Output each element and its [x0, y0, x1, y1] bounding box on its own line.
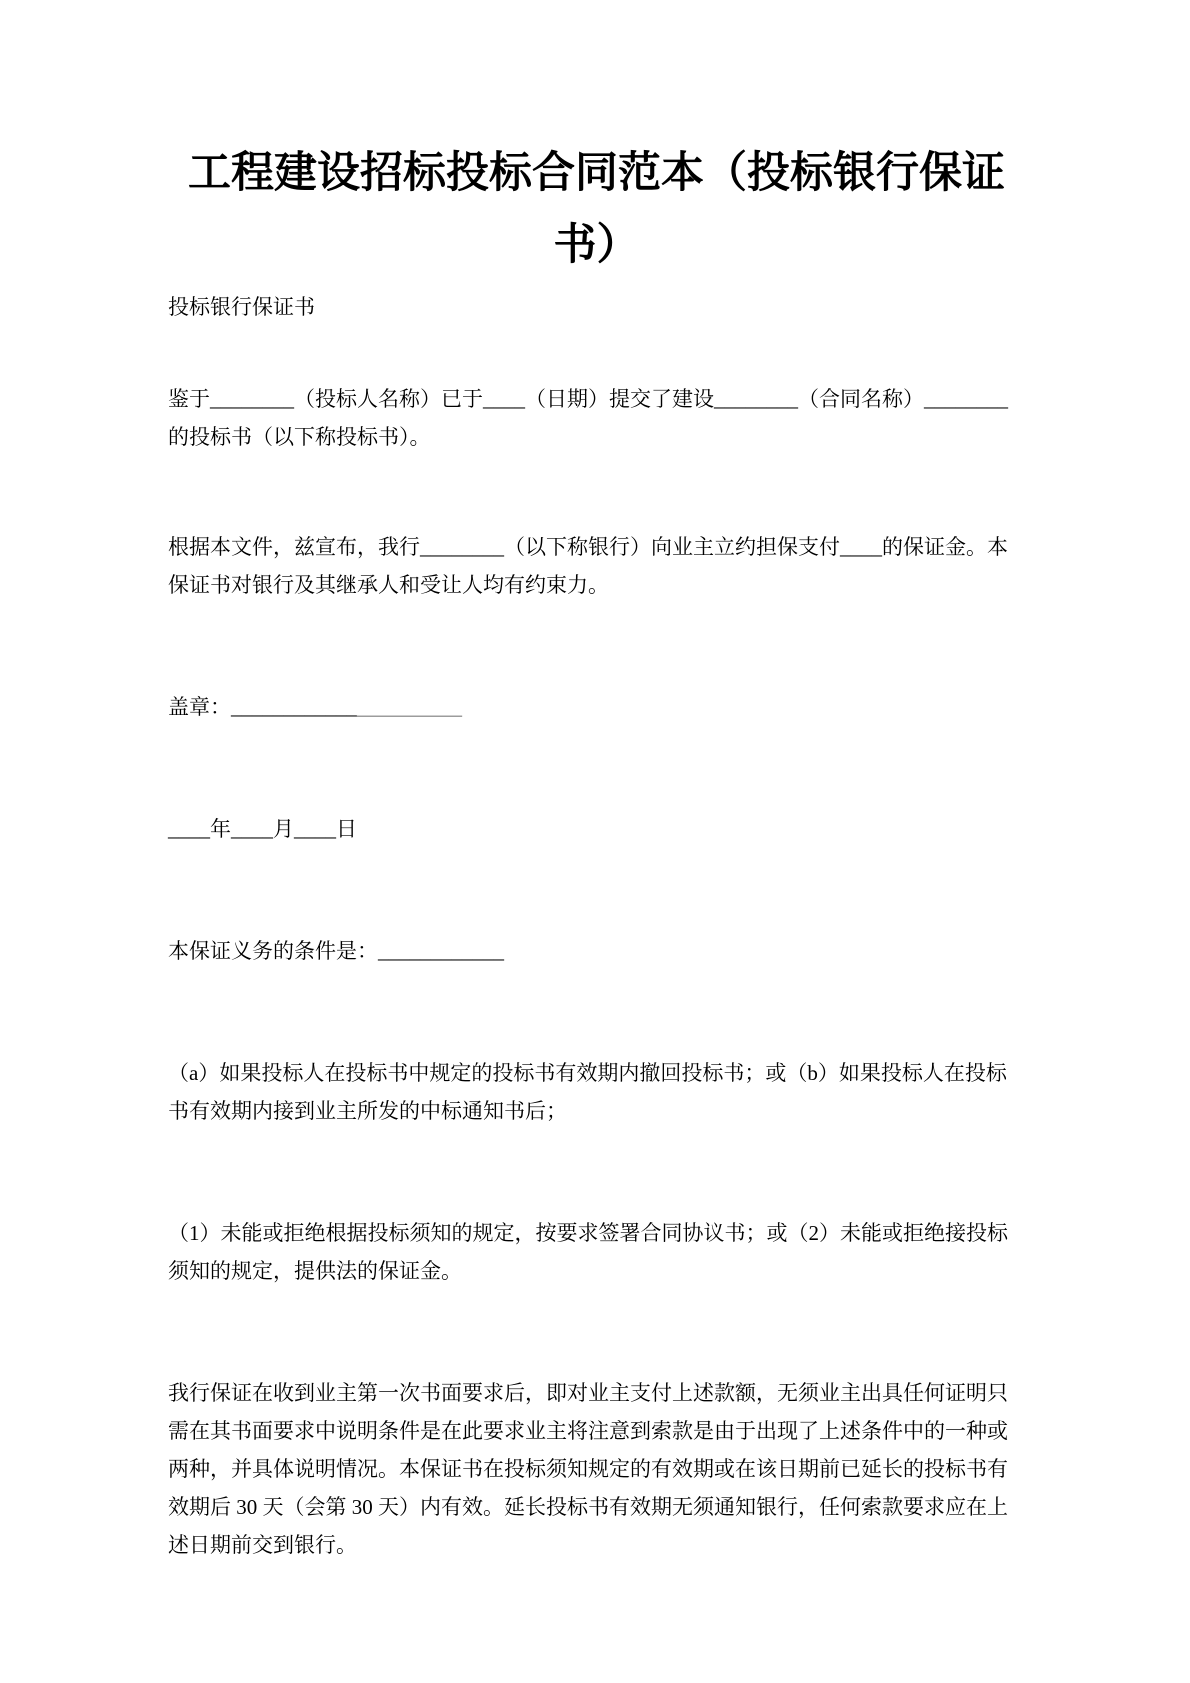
seal-label: 盖章：	[168, 695, 231, 719]
seal-underline-dark: ____________	[231, 695, 357, 719]
whereas-paragraph: 鉴于________（投标人名称）已于____（日期）提交了建设________（合同名称）________的投标书（以下称投标书）。	[168, 387, 1008, 449]
document-title: 工程建设招标投标合同范本（投标银行保证书）	[188, 150, 1005, 269]
declaration-paragraph: 根据本文件，兹宣布，我行________（以下称银行）向业主立约担保支付____的保证金。本保证书对银行及其继承人和受让人均有约束力。	[168, 535, 1008, 597]
condition-clause-ab: （a）如果投标人在投标书中规定的投标书有效期内撤回投标书；或（b）如果投标人在投标书有效期内接到业主所发的中标通知书后；	[168, 1061, 1007, 1123]
seal-line	[168, 688, 1025, 726]
document-subtitle: 投标银行保证书	[168, 295, 315, 319]
date-line: ____年____月____日	[168, 817, 357, 841]
seal-underline-light: __________	[357, 695, 462, 719]
condition-clause-12: （1）未能或拒绝根据投标须知的规定，按要求签署合同协议书；或（2）未能或拒绝接投标须知的规定，提供法的保证金。	[168, 1221, 1008, 1283]
closing-paragraph: 我行保证在收到业主第一次书面要求后，即对业主支付上述款额，无须业主出具任何证明只需在其书面要求中说明条件是在此要求业主将注意到索款是由于出现了上述条件中的一种或两种，并具体说明情况。本保证书在投标须知规定的有效期或在该日期前已延长的投标书有效期后 30 天（会第 30 天）内有效。延长投标书有效期无须通知银行，任何索款要求应在上述日期前交到银行。	[168, 1381, 1008, 1557]
condition-intro: 本保证义务的条件是：____________	[168, 939, 504, 963]
